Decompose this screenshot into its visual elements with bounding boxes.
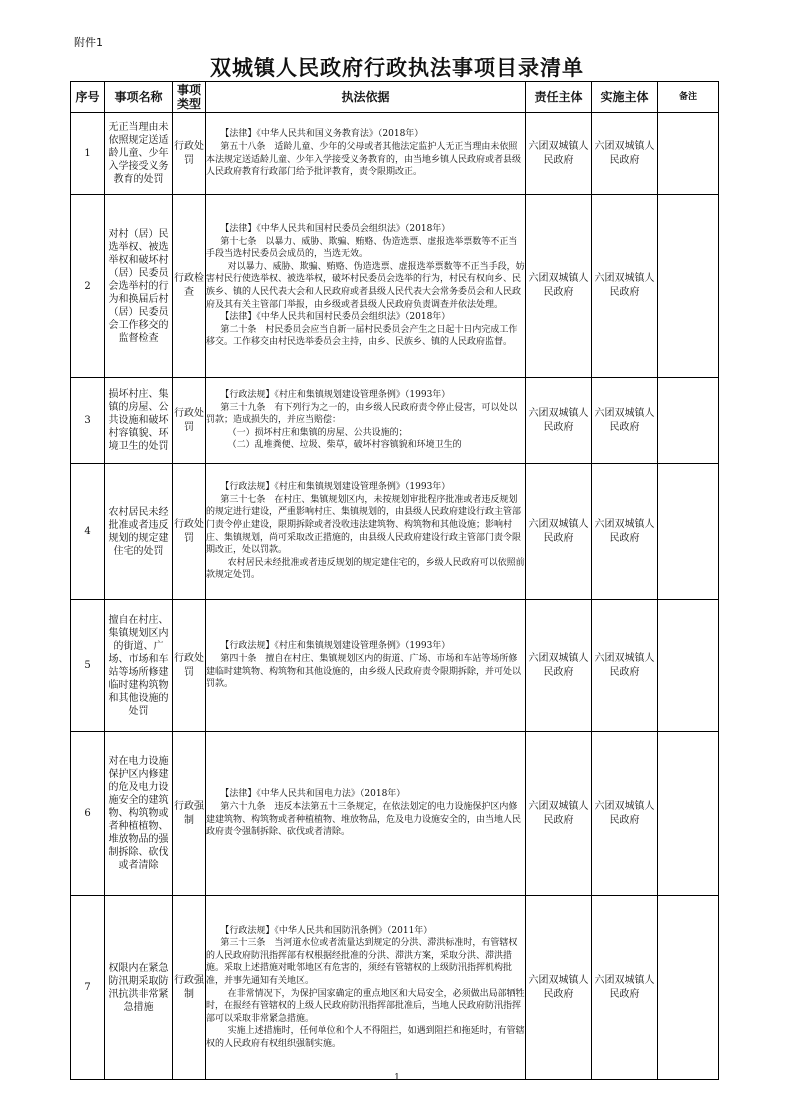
row-number: 7 [71, 896, 105, 1080]
implementing-body: 六团双城镇人民政府 [592, 896, 658, 1080]
basis-paragraph: 在非常情况下，为保护国家确定的重点地区和大局安全，必须做出局部牺牲时，在报经有管辖权的上级人民政府防汛指挥部批准后，当地人民政府防汛指挥部可以采取非常紧急措施。 [206, 988, 525, 1024]
responsible-body: 六团双城镇人民政府 [526, 113, 592, 195]
responsible-body: 六团双城镇人民政府 [526, 195, 592, 378]
basis-paragraph: （一）损坏村庄和集镇的房屋、公共设施的； [227, 427, 408, 438]
implementing-body: 六团双城镇人民政府 [592, 378, 658, 464]
row-number: 5 [71, 600, 105, 732]
item-name: 无正当理由未依照规定送适龄儿童、少年入学接受义务教育的处罚 [105, 113, 173, 195]
header-remark: 备注 [658, 82, 719, 113]
basis-paragraph: 第三十九条 有下列行为之一的，由乡级人民政府责令停止侵害，可以处以罚款；造成损失的，并应当赔偿： [206, 402, 518, 426]
table-header-row [71, 82, 719, 113]
legal-basis [206, 896, 526, 1080]
remark [658, 732, 719, 896]
legal-basis [206, 732, 526, 896]
page-title: 双城镇人民政府行政执法事项目录清单 [210, 56, 584, 80]
table-row [71, 113, 719, 195]
table-row [71, 896, 719, 1080]
table-row [71, 378, 719, 464]
header-type: 事项类型 [173, 82, 206, 113]
item-type: 行政处罚 [173, 378, 206, 464]
row-number: 4 [71, 464, 105, 600]
responsible-body: 六团双城镇人民政府 [526, 600, 592, 732]
implementing-body: 六团双城镇人民政府 [592, 732, 658, 896]
basis-paragraph: 农村居民未经批准或者违反规划的规定建住宅的，乡级人民政府可以依照前款规定处罚。 [206, 557, 525, 581]
page-number: 1 [394, 1073, 400, 1083]
implementing-body: 六团双城镇人民政府 [592, 113, 658, 195]
responsible-body: 六团双城镇人民政府 [526, 378, 592, 464]
implementing-body: 六团双城镇人民政府 [592, 464, 658, 600]
basis-paragraph: 【行政法规】《村庄和集镇规划建设管理条例》（1993年） [220, 482, 451, 493]
header-implementer: 实施主体 [592, 82, 658, 113]
row-number: 2 [71, 195, 105, 378]
basis-paragraph: 【行政法规】《村庄和集镇规划建设管理条例》（1993年） [220, 390, 451, 401]
legal-basis [206, 195, 526, 378]
basis-paragraph: 第二十条 村民委员会应当自新一届村民委员会产生之日起十日内完成工作移交。工作移交由村民选举委员会主持，由乡、民族乡、镇的人民政府监督。 [206, 324, 518, 348]
remark [658, 378, 719, 464]
item-type: 行政检查 [173, 195, 206, 378]
basis-paragraph: 【法律】《中华人民共和国义务教育法》（2018年） [220, 129, 424, 140]
remark [658, 896, 719, 1080]
remark [658, 113, 719, 195]
row-number: 3 [71, 378, 105, 464]
implementing-body: 六团双城镇人民政府 [592, 195, 658, 378]
table-row [71, 732, 719, 896]
basis-paragraph: 对以暴力、威胁、欺骗、贿赂、伪造选票、虚报选举票数等不正当手段，妨害村民行使选举权、被选举权，破坏村民委员会选举的行为，村民有权向乡、民族乡、镇的人民代表大会和人民政府或者县级人民代表大会常务委员会和人民政府及其有关主管部门举报，由乡级或者县级人民政府负责调查并依法处理。 [206, 261, 525, 310]
implementing-body: 六团双城镇人民政府 [592, 600, 658, 732]
basis-paragraph: 第五十八条 适龄儿童、少年的父母或者其他法定监护人无正当理由未依照本法规定送适龄儿童、少年入学接受义务教育的，由当地乡镇人民政府或者县级人民政府教育行政部门给予批评教育，责令限期改正。 [206, 141, 522, 178]
header-responsible: 责任主体 [526, 82, 592, 113]
item-type: 行政强制 [173, 896, 206, 1080]
item-name: 权限内在紧急防汛期采取防汛抗洪非常紧急措施 [105, 896, 173, 1080]
remark [658, 464, 719, 600]
responsible-body: 六团双城镇人民政府 [526, 464, 592, 600]
basis-paragraph: 第三十七条 在村庄、集镇规划区内，未按规划审批程序批准或者违反规划的规定进行建设，严重影响村庄、集镇规划的，由县级人民政府建设行政主管部门责令停止建设，限期拆除或者没收违法建筑物、构筑物和其他设施；影响村庄、集镇规划，尚可采取改正措施的，由县级人民政府建设行政主管部门责令限期改正，处以罚款。 [206, 494, 522, 556]
basis-paragraph: （二）乱堆粪便、垃圾、柴草，破坏村容镇貌和环境卫生的 [227, 440, 462, 451]
basis-paragraph: 第三十三条 当河道水位或者流量达到规定的分洪、滞洪标准时，有管辖权的人民政府防汛指挥部有权根据经批准的分洪、滞洪方案，采取分洪、滞洪措施。采取上述措施对毗邻地区有危害的，须经有管辖权的上级防汛指挥机构批准，并事先通知有关地区。 [206, 938, 518, 986]
enforcement-items-table [70, 81, 719, 1080]
attachment-label: 附件1 [74, 36, 103, 49]
basis-paragraph: 第四十条 擅自在村庄、集镇规划区内的街道、广场、市场和车站等场所修建临时建筑物、构筑物和其他设施的，由乡级人民政府责令限期拆除，并可处以罚款。 [206, 653, 522, 690]
legal-basis [206, 378, 526, 464]
header-name: 事项名称 [105, 82, 173, 113]
responsible-body: 六团双城镇人民政府 [526, 896, 592, 1080]
remark [658, 600, 719, 732]
remark [658, 195, 719, 378]
basis-paragraph: 实施上述措施时，任何单位和个人不得阻拦，如遇到阻拦和拖延时，有管辖权的人民政府有权组织强制实施。 [206, 1026, 525, 1049]
item-type: 行政强制 [173, 732, 206, 896]
responsible-body: 六团双城镇人民政府 [526, 732, 592, 896]
legal-basis [206, 600, 526, 732]
basis-paragraph: 第六十九条 违反本法第五十三条规定，在依法划定的电力设施保护区内修建建筑物、构筑物或者种植植物、堆放物品，危及电力设施安全的，由当地人民政府责令强制拆除、砍伐或者清除。 [206, 801, 522, 838]
table-row [71, 464, 719, 600]
header-no: 序号 [71, 82, 105, 113]
header-basis: 执法依据 [206, 82, 526, 113]
item-name: 对在电力设施保护区内修建的危及电力设施安全的建筑物、构筑物或者种植植物、堆放物品的强制拆除、砍伐或者清除 [105, 732, 173, 896]
table-row [71, 600, 719, 732]
basis-paragraph: 【法律】《中华人民共和国电力法》（2018年） [220, 789, 406, 800]
table-row [71, 195, 719, 378]
item-name: 擅自在村庄、集镇规划区内的街道、广场、市场和车站等场所修建临时建构筑物和其他设施的处罚 [105, 600, 173, 732]
basis-paragraph: 【法律】《中华人民共和国村民委员会组织法》（2018年） [220, 224, 451, 235]
basis-paragraph: 【行政法规】《中华人民共和国防汛条例》（2011年） [220, 925, 433, 936]
legal-basis [206, 113, 526, 195]
legal-basis [206, 464, 526, 600]
item-type: 行政处罚 [173, 464, 206, 600]
basis-paragraph: 【法律】《中华人民共和国村民委员会组织法》（2018年） [220, 312, 451, 323]
item-name: 损坏村庄、集镇的房屋、公共设施和破坏村容镇貌、环境卫生的处罚 [105, 378, 173, 464]
item-type: 行政处罚 [173, 600, 206, 732]
item-type: 行政处罚 [173, 113, 206, 195]
basis-paragraph: 第十七条 以暴力、威胁、欺骗、贿赂、伪造选票、虚报选举票数等不正当手段当选村民委员会成员的，当选无效。 [206, 236, 518, 260]
item-name: 对村（居）民选举权、被选举权和破坏村（居）民委员会选举村的行为和换届后村（居）民委员会工作移交的监督检查 [105, 195, 173, 378]
item-name: 农村居民未经批准或者违反规划的规定建住宅的处罚 [105, 464, 173, 600]
row-number: 1 [71, 113, 105, 195]
basis-paragraph: 【行政法规】《村庄和集镇规划建设管理条例》（1993年） [220, 641, 451, 652]
row-number: 6 [71, 732, 105, 896]
